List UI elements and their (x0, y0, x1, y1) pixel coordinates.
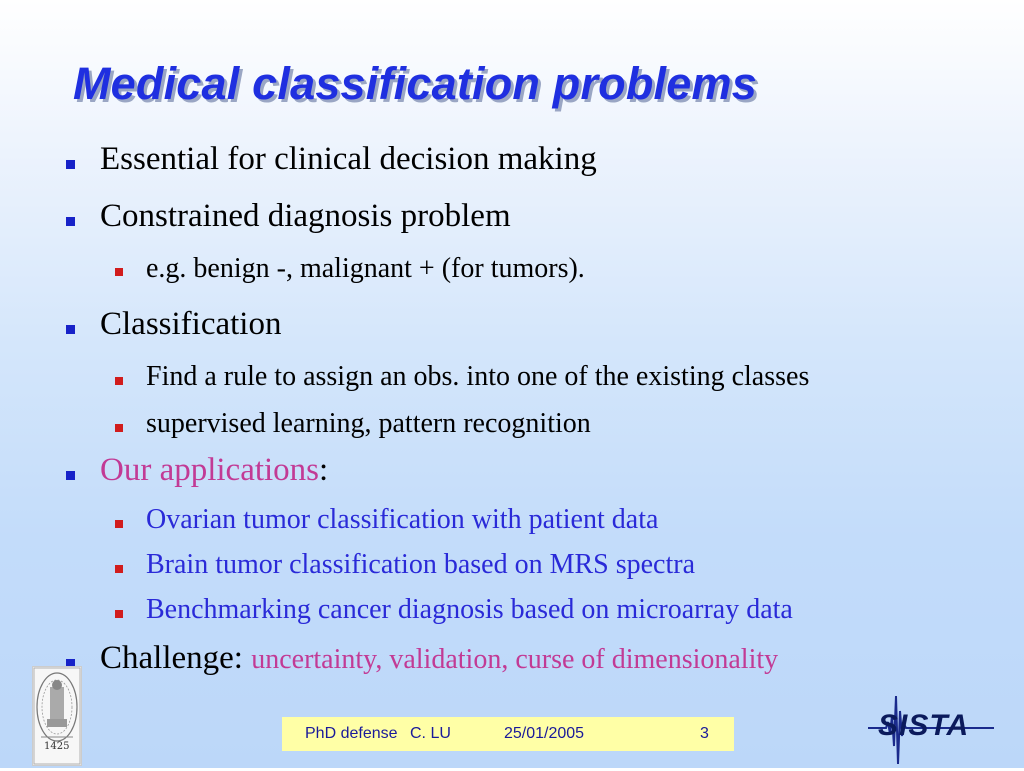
challenge-label: Challenge: (100, 640, 243, 676)
slide-title: Medical classification problems (73, 58, 757, 109)
slide-footer (282, 717, 734, 751)
sub-bullet-marker (115, 610, 123, 618)
university-seal-logo (32, 666, 82, 766)
bullet-marker (66, 471, 75, 480)
seal-year: 1425 (44, 741, 70, 752)
bullet-marker (66, 325, 75, 334)
bullet-marker (66, 217, 75, 226)
footer-page-number: 3 (700, 725, 709, 742)
sub-bullet-marker (115, 268, 123, 276)
sub-bullet-benign-malignant: e.g. benign -, malignant + (for tumors). (146, 253, 585, 284)
sista-logo (866, 676, 996, 766)
sub-bullet-benchmarking: Benchmarking cancer diagnosis based on microarray data (146, 594, 793, 625)
sista-logo-text: SISTA (878, 709, 970, 742)
applications-colon: : (319, 452, 329, 488)
footer-author: C. LU (410, 725, 451, 742)
footer-date: 25/01/2005 (504, 725, 585, 742)
sub-bullet-find-rule: Find a rule to assign an obs. into one of the existing classes (146, 361, 810, 392)
sub-bullet-marker (115, 377, 123, 385)
sub-bullet-supervised: supervised learning, pattern recognition (146, 408, 591, 439)
footer-event: PhD defense (305, 725, 398, 742)
bullet-essential: Essential for clinical decision making (100, 141, 597, 177)
sub-bullet-brain: Brain tumor classification based on MRS spectra (146, 549, 695, 580)
bullet-marker (66, 160, 75, 169)
sub-bullet-marker (115, 424, 123, 432)
bullet-applications (100, 454, 328, 487)
applications-label: Our applications (100, 452, 320, 488)
sub-bullet-ovarian: Ovarian tumor classification with patient data (146, 504, 659, 535)
bullet-challenge (100, 642, 778, 675)
sub-bullet-marker (115, 565, 123, 573)
challenge-detail: uncertainty, validation, curse of dimensionality (251, 644, 779, 675)
sub-bullet-marker (115, 520, 123, 528)
bullet-classification: Classification (100, 306, 282, 342)
bullet-constrained: Constrained diagnosis problem (100, 198, 511, 234)
